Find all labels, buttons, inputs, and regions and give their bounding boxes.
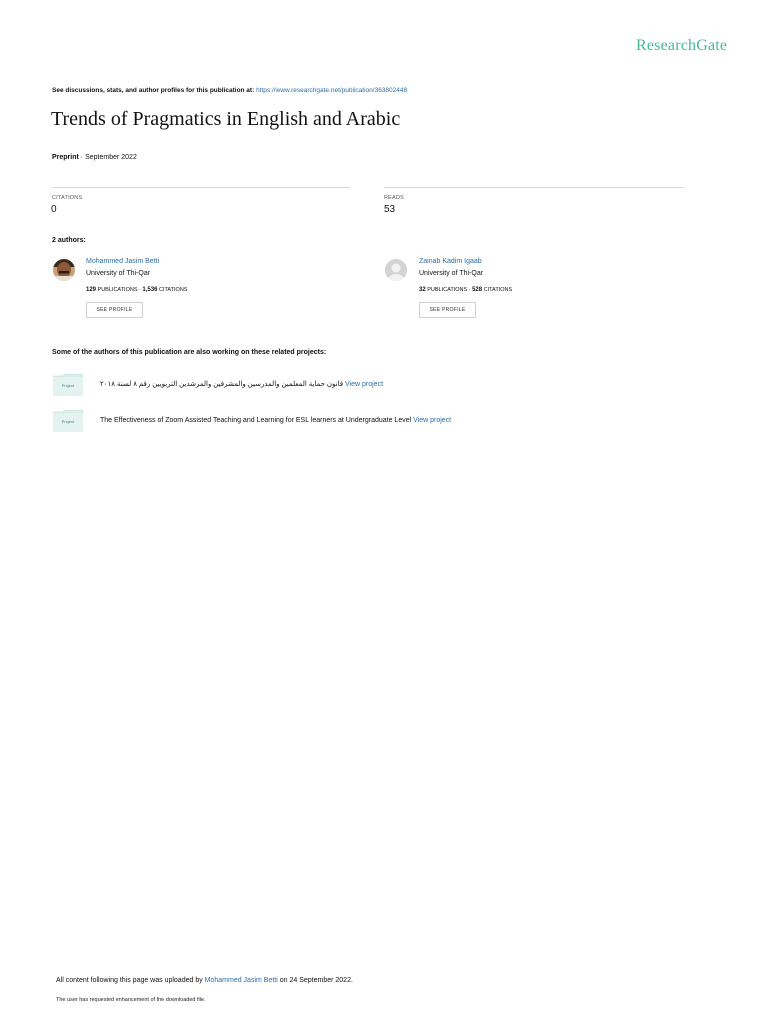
citations-divider bbox=[52, 187, 350, 188]
publication-url-link[interactable]: https://www.researchgate.net/publication/363802448 bbox=[256, 87, 408, 94]
author-1-publications-label: PUBLICATIONS bbox=[97, 287, 138, 293]
author-1-photo-icon bbox=[53, 259, 75, 281]
project-1-line bbox=[100, 380, 383, 388]
reads-value: 53 bbox=[384, 204, 396, 215]
author-2-stats bbox=[419, 287, 512, 293]
author-1-see-profile-button[interactable]: SEE PROFILE bbox=[86, 302, 143, 318]
author-1-citations-label: CITATIONS bbox=[158, 287, 188, 293]
citations-value: 0 bbox=[51, 204, 57, 215]
author-1-institution: University of Thi-Qar bbox=[86, 270, 151, 277]
author-1-stats-separator: · bbox=[139, 287, 141, 293]
project-1-folder-icon[interactable] bbox=[53, 374, 83, 396]
author-1-stats bbox=[86, 287, 187, 293]
uploader-link[interactable]: Mohammed Jasim Betti bbox=[204, 977, 278, 984]
author-1-citations-count: 1,536 bbox=[142, 287, 158, 293]
author-2-publications-count: 32 bbox=[419, 287, 426, 293]
author-2-name[interactable]: Zainab Kadim Igaab bbox=[419, 258, 482, 265]
project-2-icon-label: Project bbox=[61, 419, 75, 424]
projects-heading: Some of the authors of this publication are also working on these related projects: bbox=[52, 349, 327, 356]
author-2-default-avatar-icon bbox=[385, 259, 407, 281]
author-2-publications-label: PUBLICATIONS bbox=[427, 287, 468, 293]
project-1-icon-label: Project bbox=[61, 383, 75, 388]
author-2-citations-label: CITATIONS bbox=[483, 287, 513, 293]
publication-title: Trends of Pragmatics in English and Arabic bbox=[51, 108, 401, 130]
discussion-text: See discussions, stats, and author profiles for this publication at: bbox=[52, 87, 257, 94]
author-2-avatar[interactable] bbox=[385, 259, 407, 281]
publication-date: September 2022 bbox=[85, 154, 137, 161]
reads-label: READS bbox=[384, 195, 404, 201]
reads-divider bbox=[384, 187, 684, 188]
author-1-avatar[interactable] bbox=[53, 259, 75, 281]
project-1-title: قانون حماية المعلمين والمدرسين والمشرفين والمرشدين التربويين رقم ٨ لسنة ٢٠١٨ bbox=[100, 381, 344, 388]
authors-heading: 2 authors: bbox=[52, 237, 86, 244]
discussion-line bbox=[52, 87, 407, 94]
project-1-view-link[interactable]: View project bbox=[345, 381, 384, 388]
author-1-name[interactable]: Mohammed Jasim Betti bbox=[86, 258, 160, 265]
author-2-citations-count: 528 bbox=[472, 287, 483, 293]
citations-label: CITATIONS bbox=[52, 195, 83, 201]
author-2-institution: University of Thi-Qar bbox=[419, 270, 484, 277]
publication-separator: · bbox=[78, 154, 86, 161]
upload-notice-prefix: All content following this page was uploaded by bbox=[56, 977, 205, 984]
upload-notice bbox=[56, 977, 353, 984]
publication-type: Preprint bbox=[52, 154, 79, 161]
project-2-view-link[interactable]: View project bbox=[413, 417, 452, 424]
project-2-folder-icon[interactable] bbox=[53, 410, 83, 432]
author-1-publications-count: 129 bbox=[86, 287, 97, 293]
enhancement-note: The user has requested enhancement of the downloaded file. bbox=[56, 997, 206, 1003]
researchgate-logo[interactable]: ResearchGate bbox=[636, 37, 728, 54]
project-2-title: The Effectiveness of Zoom Assisted Teaching and Learning for ESL learners at Undergraduate Level bbox=[100, 417, 412, 424]
author-2-see-profile-button[interactable]: SEE PROFILE bbox=[419, 302, 476, 318]
publication-type-line bbox=[52, 154, 137, 161]
project-2-line bbox=[100, 417, 451, 424]
author-2-stats-separator: · bbox=[468, 287, 471, 293]
upload-notice-suffix: on 24 September 2022. bbox=[277, 977, 353, 984]
